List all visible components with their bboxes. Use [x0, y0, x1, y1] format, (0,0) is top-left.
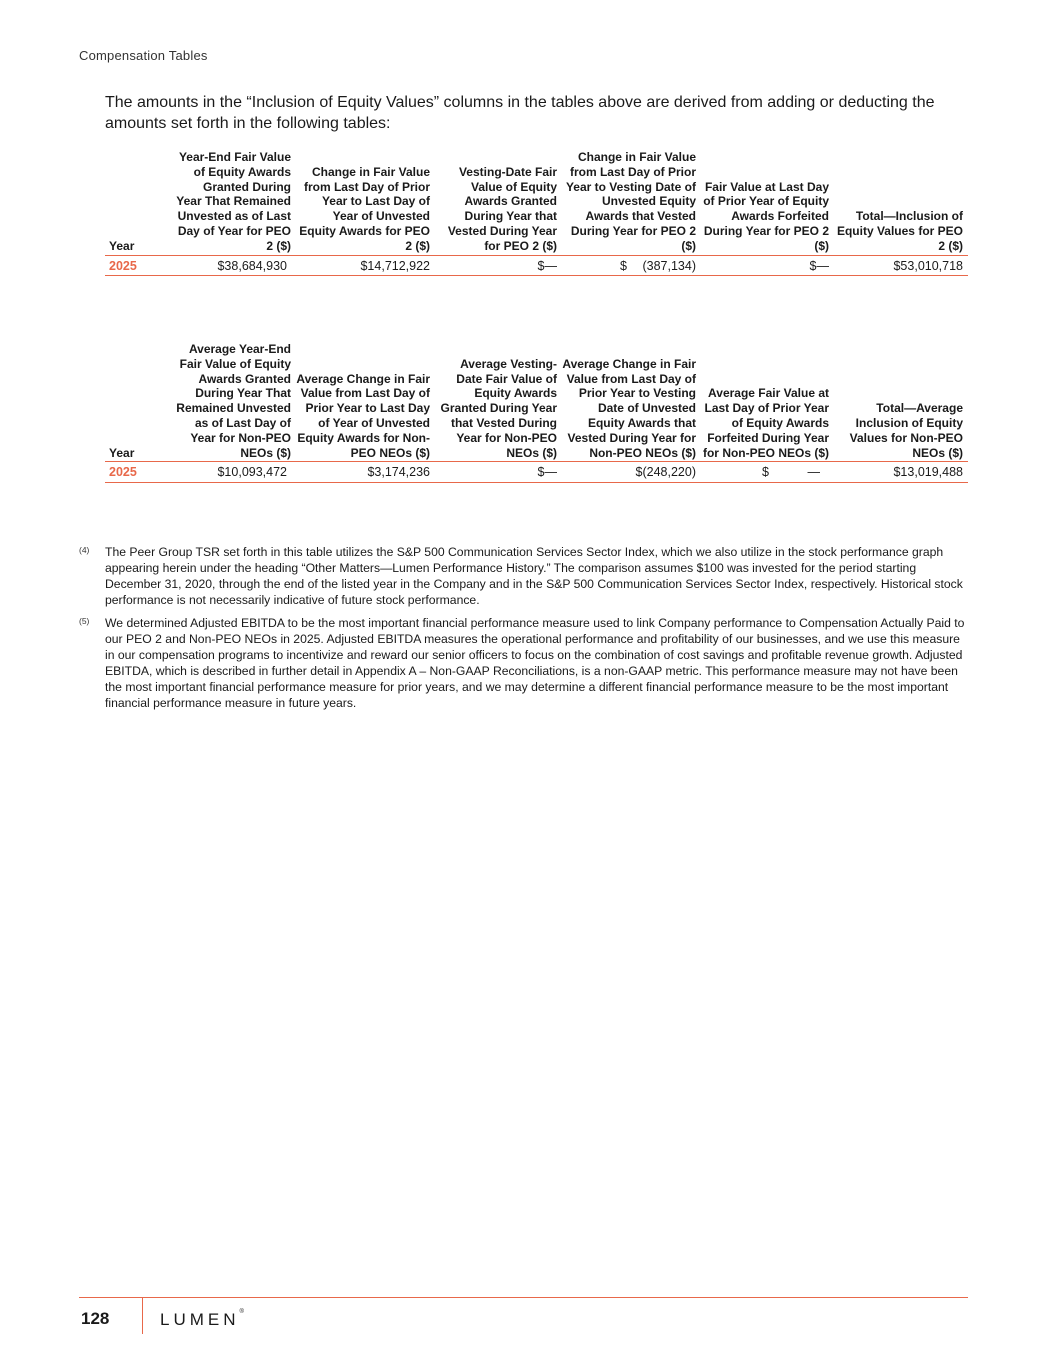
intro-paragraph: The amounts in the “Inclusion of Equity Values” columns in the tables above are derived from adding or deducting the amounts set forth in the following tables: — [105, 94, 935, 132]
column-header: Year — [109, 238, 135, 253]
table-row — [105, 462, 968, 483]
column-header: Total—Inclusion of Equity Values for PEO 2 ($) — [836, 209, 963, 253]
cell-value: (387,134) — [642, 258, 696, 273]
footer-divider — [142, 1298, 143, 1334]
table-cell: $10,093,472 — [217, 465, 287, 480]
year-cell: 2025 — [109, 465, 137, 480]
footer-rule — [79, 1297, 968, 1298]
column-header: Average Fair Value at Last Day of Prior Year of Equity Awards Forfeited During Year for Non-PEO NEOs ($) — [702, 386, 829, 460]
table-cell: $— — [537, 258, 557, 273]
column-header: Average Vesting-Date Fair Value of Equity Awards Granted During Year that Vested During Year for Non-PEO NEOs ($) — [440, 356, 557, 460]
table-cell: $13,019,488 — [893, 465, 963, 480]
column-header: Vesting-Date Fair Value of Equity Awards Granted During Year that Vested During Year for PEO 2 ($) — [447, 164, 557, 253]
table-cell: $— — [809, 258, 829, 273]
currency-symbol: $ — [762, 465, 769, 480]
table-cell: $53,010,718 — [893, 258, 963, 273]
footnote-text: The Peer Group TSR set forth in this table utilizes the S&P 500 Communication Services Sector Index, which we also utilize in the stock performance graph appearing herein under the heading “Other Matters—Lumen Performance History.” The comparison assumes $100 was invested for the period starting December 31, 2020, through the end of the listed year in the Company and in the S&P 500 Communication Services Sector Index, respectively. Historical stock performance is not necessarily indicative of future stock performance. — [105, 545, 963, 607]
footnote-text: We determined Adjusted EBITDA to be the most important financial performance measure used to link Company performance to Compensation Actually Paid to our PEO 2 and Non-PEO NEOs in 2025. Adjusted EBITDA measures the operational performance and profitability of our businesses, and we use this measure in our compensation programs to incentivize and reward our senior officers to focus on the combination of cost savings and profitable revenue growth. Adjusted EBITDA, which is described in further detail in Appendix A – Non-GAAP Reconciliations, is a non-GAAP metric. This performance measure may not have been the most important financial performance measure for prior years, and we may determine a different financial performance measure to be the most important financial performance measure in future years. — [105, 616, 965, 710]
currency-symbol: $ — [620, 258, 627, 273]
year-cell: 2025 — [109, 258, 137, 273]
footnote-marker: (5) — [79, 616, 90, 626]
table-cell: $14,712,922 — [360, 258, 430, 273]
table-cell: $3,174,236 — [367, 465, 430, 480]
footnotes — [79, 544, 969, 718]
column-header: Average Change in Fair Value from Last Day of Prior Year to Last Day of Year of Unvested Equity Awards for Non-PEO NEOs ($) — [296, 371, 430, 460]
cell-value: — — [807, 465, 820, 480]
footnote — [79, 615, 969, 711]
table-row — [105, 255, 968, 276]
column-header: Average Year-End Fair Value of Equity Awards Granted During Year That Remained Unvested as of Last Day of Year for Non-PEO NEOs ($) — [176, 342, 291, 460]
footnote — [79, 544, 969, 608]
column-header: Change in Fair Value from Last Day of Prior Year to Last Day of Year of Unvested Equity Awards for PEO 2 ($) — [299, 164, 430, 253]
column-header: Average Change in Fair Value from Last Day of Prior Year to Vesting Date of Unvested Equity Awards that Vested During Year for Non-PEO NEOs ($) — [562, 356, 696, 460]
lumen-logo — [160, 1310, 244, 1330]
column-header: Year-End Fair Value of Equity Awards Granted During Year That Remained Unvested as of Last Day of Year for PEO 2 ($) — [176, 150, 291, 253]
table-cell: $— — [537, 465, 557, 480]
equity-table-peo — [105, 150, 968, 276]
table-cell: $38,684,930 — [217, 258, 287, 273]
registered-mark: ® — [239, 1309, 244, 1315]
section-label: Compensation Tables — [79, 48, 208, 63]
equity-table-neo — [105, 342, 968, 483]
table-header-row — [105, 150, 968, 255]
footnote-marker: (4) — [79, 545, 90, 555]
logo-text: LUMEN — [160, 1310, 240, 1329]
table-cell: $(248,220) — [635, 465, 696, 480]
table-cell — [701, 462, 834, 483]
table-header-row — [105, 342, 968, 462]
column-header: Change in Fair Value from Last Day of Prior Year to Vesting Date of Unvested Equity Awards that Vested During Year for PEO 2 ($) — [565, 150, 696, 253]
page-number: 128 — [81, 1309, 110, 1328]
column-header: Fair Value at Last Day of Prior Year of Equity Awards Forfeited During Year for PEO 2 ($) — [703, 179, 829, 253]
table-cell — [562, 255, 701, 276]
column-header: Year — [109, 445, 135, 460]
column-header: Total—Average Inclusion of Equity Values for Non-PEO NEOs ($) — [849, 401, 963, 460]
